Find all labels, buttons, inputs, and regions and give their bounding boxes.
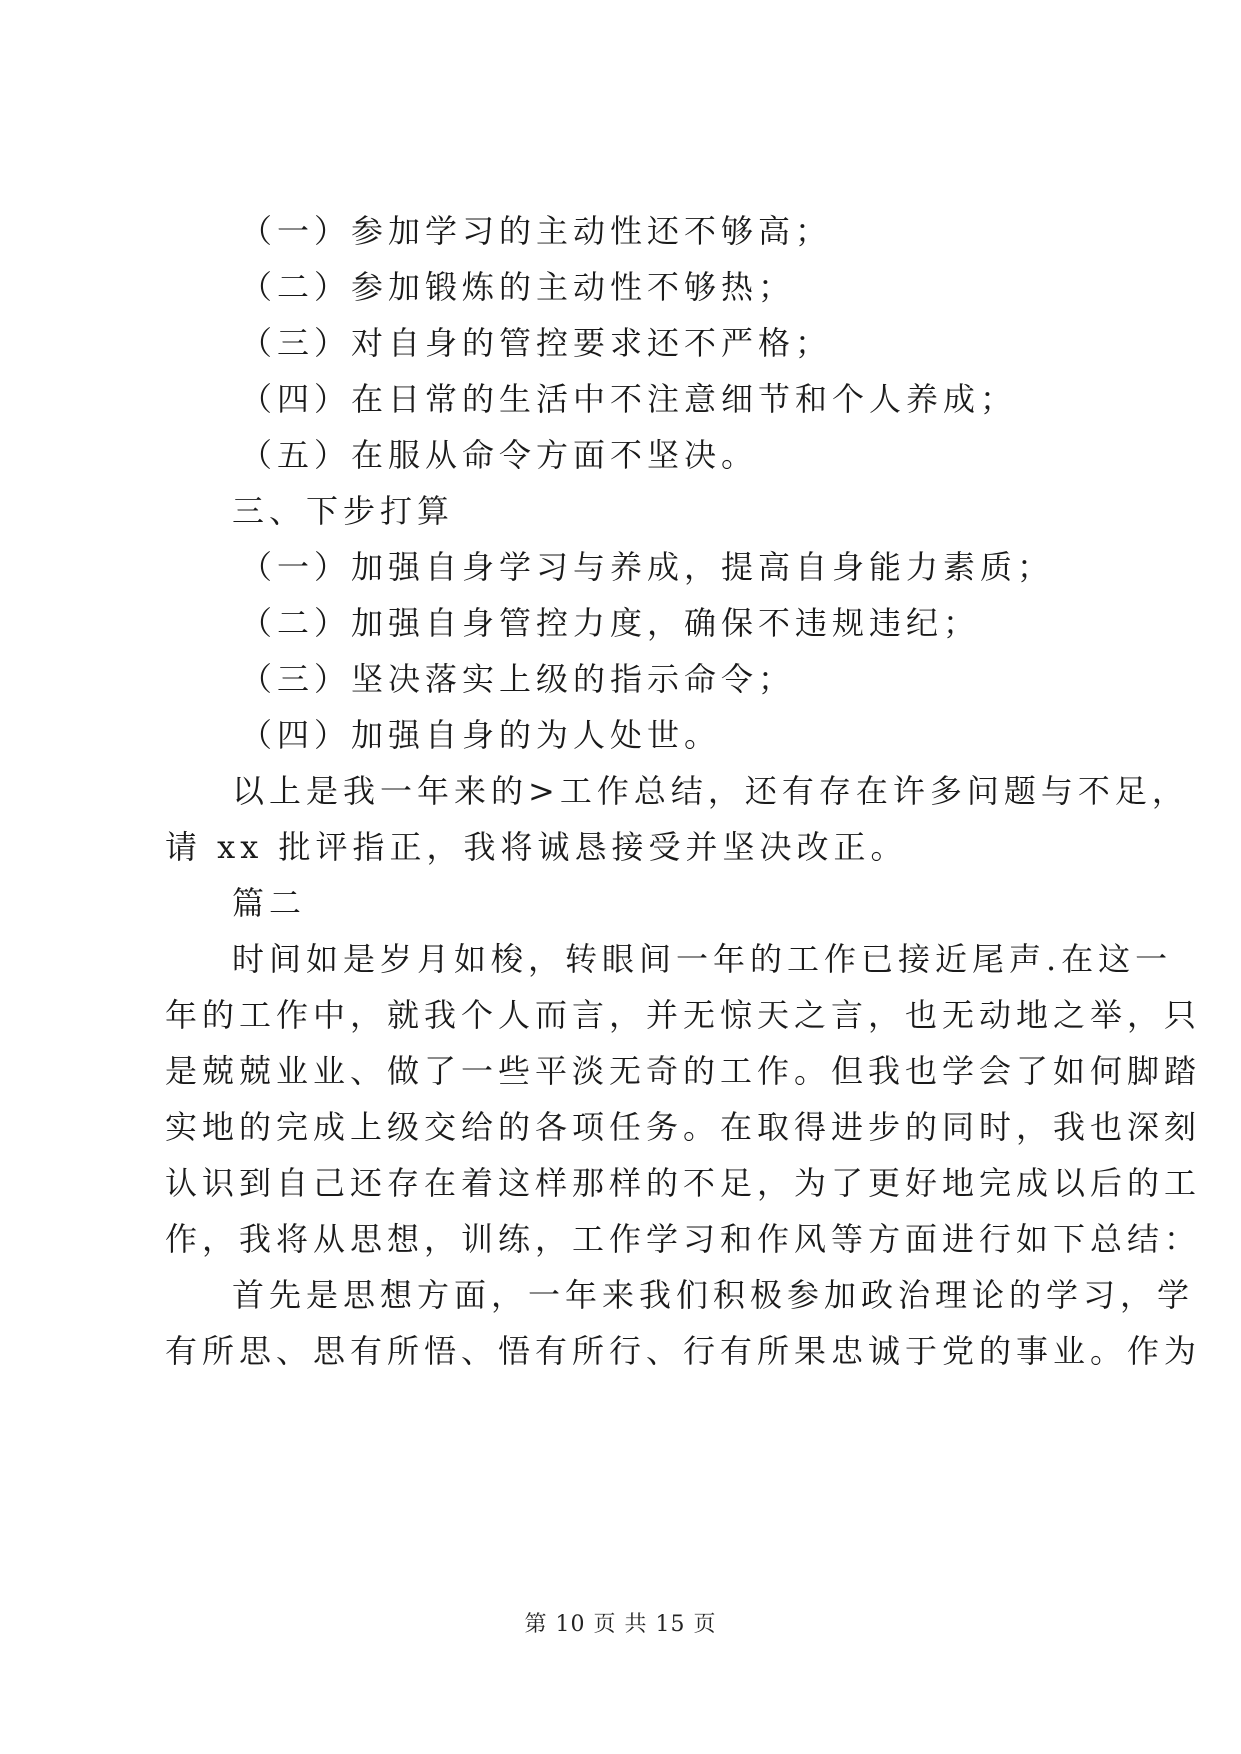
list2-item-2: （二）加强自身管控力度，确保不违规违纪；: [240, 604, 981, 642]
list1-item-4: （四）在日常的生活中不注意细节和个人养成；: [240, 380, 1018, 418]
part2-heading: 篇二: [232, 884, 307, 922]
para2-line-1: 首先是思想方面，一年来我们积极参加政治理论的学习，学: [232, 1276, 1195, 1314]
para1-line-3: 是兢兢业业、做了一些平淡无奇的工作。但我也学会了如何脚踏: [165, 1052, 1202, 1090]
list2-item-4: （四）加强自身的为人处世。: [240, 716, 722, 754]
summary-line-2: 请 xx 批评指正，我将诚恳接受并坚决改正。: [165, 828, 908, 866]
para1-line-1: 时间如是岁月如梭，转眼间一年的工作已接近尾声.在这一: [232, 940, 1173, 978]
para1-line-6: 作，我将从思想，训练，工作学习和作风等方面进行如下总结：: [165, 1220, 1202, 1258]
list1-item-3: （三）对自身的管控要求还不严格；: [240, 324, 833, 362]
list1-item-2: （二）参加锻炼的主动性不够热；: [240, 268, 796, 306]
section3-heading: 三、下步打算: [232, 492, 455, 530]
para1-line-2: 年的工作中，就我个人而言，并无惊天之言，也无动地之举，只: [165, 996, 1202, 1034]
list2-item-3: （三）坚决落实上级的指示命令；: [240, 660, 796, 698]
list2-item-1: （一）加强自身学习与养成，提高自身能力素质；: [240, 548, 1055, 586]
list1-item-1: （一）参加学习的主动性还不够高；: [240, 212, 833, 250]
summary-line-1: 以上是我一年来的>工作总结，还有存在许多问题与不足，: [232, 772, 1189, 810]
page-footer: 第 10 页 共 15 页: [524, 1612, 717, 1637]
list1-item-5: （五）在服从命令方面不坚决。: [240, 436, 759, 474]
para1-line-5: 认识到自己还存在着这样那样的不足，为了更好地完成以后的工: [165, 1164, 1202, 1202]
para1-line-4: 实地的完成上级交给的各项任务。在取得进步的同时，我也深刻: [165, 1108, 1202, 1146]
para2-line-2: 有所思、思有所悟、悟有所行、行有所果忠诚于党的事业。作为: [165, 1332, 1202, 1370]
